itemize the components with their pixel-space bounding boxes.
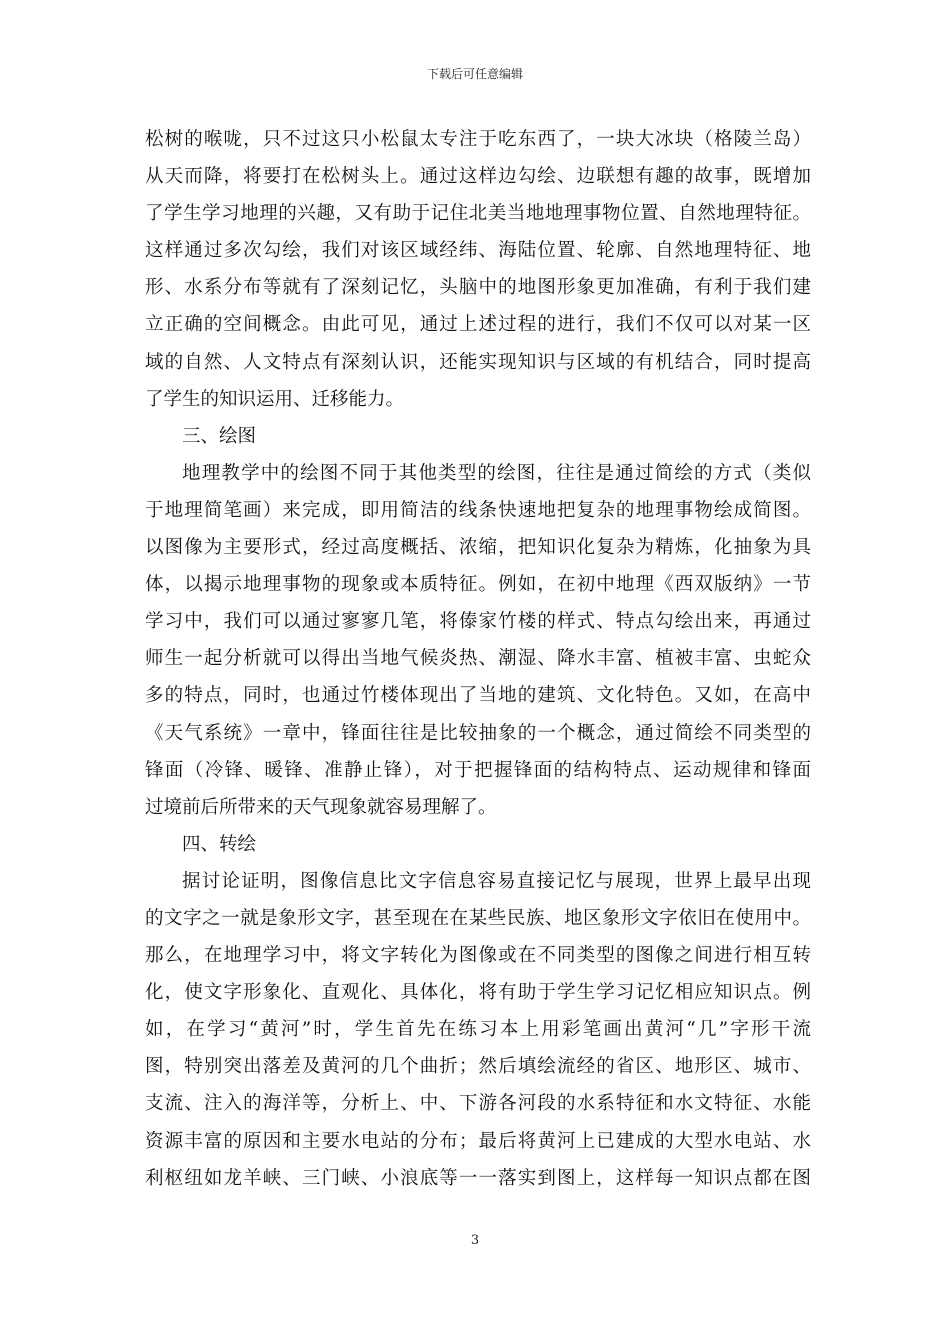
text-line-19: 过境前后所带来的天气现象就容易理解了。 <box>145 796 497 818</box>
text-line-10: 地理教学中的绘图不同于其他类型的绘图，往往是通过简绘的方式（类似 <box>182 462 811 484</box>
text-line-13: 体，以揭示地理事物的现象或本质特征。例如，在初中地理《西双版纳》一节 <box>145 574 811 596</box>
text-line-26: 图，特别突出落差及黄河的几个曲折；然后填绘流经的省区、地形区、城市、 <box>145 1056 811 1078</box>
page-number: 3 <box>470 1233 480 1248</box>
text-line-21: 据讨论证明，图像信息比文字信息容易直接记忆与展现，世界上最早出现 <box>182 870 811 892</box>
text-line-22: 的文字之一就是象形文字，甚至现在在某些民族、地区象形文字依旧在使用中。 <box>145 907 811 929</box>
text-line-6: 立正确的空间概念。由此可见，通过上述过程的进行，我们不仅可以对某一区 <box>145 314 811 336</box>
page-header: 下载后可任意编辑 <box>426 67 523 81</box>
text-line-3: 了学生学习地理的兴趣，又有助于记住北美当地地理事物位置、自然地理特征。 <box>145 203 811 225</box>
text-line-23: 那么，在地理学习中，将文字转化为图像或在不同类型的图像之间进行相互转 <box>145 945 811 967</box>
text-line-28: 资源丰富的原因和主要水电站的分布；最后将黄河上已建成的大型水电站、水 <box>145 1130 811 1152</box>
text-line-1: 松树的喉咙，只不过这只小松鼠太专注于吃东西了，一块大冰块（格陵兰岛） <box>145 129 811 150</box>
section-heading-transfer: 四、转绘 <box>182 833 257 855</box>
text-line-14: 学习中，我们可以通过寥寥几笔，将傣家竹楼的样式、特点勾绘出来，再通过 <box>145 611 811 633</box>
text-line-16: 多的特点，同时，也通过竹楼体现出了当地的建筑、文化特色。又如，在高中 <box>145 685 811 707</box>
document-body <box>145 121 811 1197</box>
text-line-7: 域的自然、人文特点有深刻认识，还能实现知识与区域的有机结合，同时提高 <box>145 351 811 373</box>
text-line-2: 从天而降，将要打在松树头上。通过这样边勾绘、边联想有趣的故事，既增加 <box>145 166 811 188</box>
text-line-8: 了学生的知识运用、迁移能力。 <box>145 388 405 410</box>
section-heading-drawing: 三、绘图 <box>182 425 257 447</box>
text-line-17: 《天气系统》一章中，锋面往往是比较抽象的一个概念，通过简绘不同类型的 <box>145 722 811 744</box>
text-line-24: 化，使文字形象化、直观化、具体化，将有助于学生学习记忆相应知识点。例 <box>145 982 811 1004</box>
text-line-15: 师生一起分析就可以得出当地气候炎热、潮湿、降水丰富、植被丰富、虫蛇众 <box>145 648 811 670</box>
text-line-27: 支流、注入的海洋等，分析上、中、下游各河段的水系特征和水文特征、水能 <box>145 1093 811 1115</box>
text-line-5: 形、水系分布等就有了深刻记忆，头脑中的地图形象更加准确，有利于我们建 <box>145 277 811 299</box>
text-line-12: 以图像为主要形式，经过高度概括、浓缩，把知识化复杂为精炼，化抽象为具 <box>145 537 811 559</box>
text-line-11: 于地理简笔画）来完成，即用简洁的线条快速地把复杂的地理事物绘成简图。 <box>145 499 811 521</box>
text-line-18: 锋面（冷锋、暖锋、准静止锋），对于把握锋面的结构特点、运动规律和锋面 <box>145 759 811 781</box>
text-line-4: 这样通过多次勾绘，我们对该区域经纬、海陆位置、轮廓、自然地理特征、地 <box>145 240 811 262</box>
text-line-29: 利枢纽如龙羊峡、三门峡、小浪底等一一落实到图上，这样每一知识点都在图 <box>145 1167 811 1189</box>
text-line-25: 如，在学习“黄河”时，学生首先在练习本上用彩笔画出黄河“几”字形干流 <box>145 1019 811 1041</box>
